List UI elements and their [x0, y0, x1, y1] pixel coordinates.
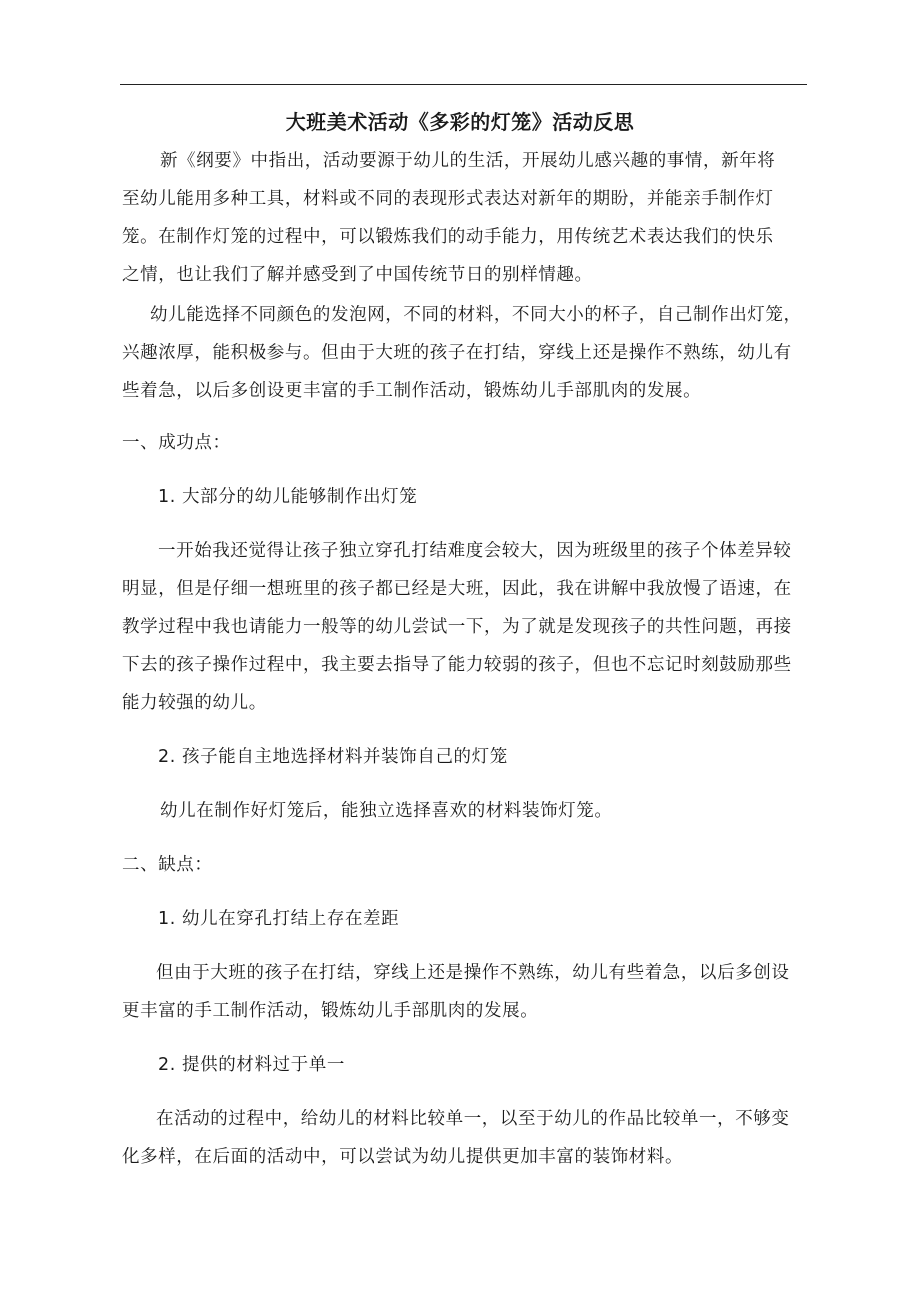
section2-item1-line-2: 更丰富的手工制作活动，锻炼幼儿手部肌肉的发展。: [122, 1001, 539, 1021]
intro-line-1: 新《纲要》中指出，活动要源于幼儿的生活，开展幼儿感兴趣的事情，新年将: [160, 151, 776, 171]
section1-item1-line-1: 一开始我还觉得让孩子独立穿孔打结难度会较大，因为班级里的孩子个体差异较: [158, 541, 792, 561]
section1-item2-heading: 2. 孩子能自主地选择材料并装饰自己的灯笼: [158, 747, 508, 767]
section2-item2-heading: 2. 提供的材料过于单一: [158, 1055, 345, 1075]
section2-heading: 二、缺点：: [122, 855, 213, 875]
section2-item1-heading: 1. 幼儿在穿孔打结上存在差距: [158, 909, 400, 929]
para2-line-3: 些着急，以后多创设更丰富的手工制作活动，锻炼幼儿手部肌肉的发展。: [122, 381, 702, 401]
section2-item1-line-1: 但由于大班的孩子在打结，穿线上还是操作不熟练，幼儿有些着急，以后多创设: [156, 963, 790, 983]
intro-line-2: 至幼儿能用多种工具，材料或不同的表现形式表达对新年的期盼，并能亲手制作灯: [122, 189, 774, 209]
section2-item2-line-2: 化多样，在后面的活动中，可以尝试为幼儿提供更加丰富的装饰材料。: [122, 1147, 684, 1167]
section1-item1-line-2: 明显，但是仔细一想班里的孩子都已经是大班，因此，我在讲解中我放慢了语速，在: [122, 579, 792, 599]
section1-item2-body: 幼儿在制作好灯笼后，能独立选择喜欢的材料装饰灯笼。: [160, 801, 613, 821]
section1-item1-line-5: 能力较强的幼儿。: [122, 693, 267, 713]
para2-line-1: 幼儿能选择不同颜色的发泡网，不同的材料，不同大小的杯子，自己制作出灯笼，: [150, 305, 802, 325]
header-rule: [120, 84, 807, 85]
section1-item1-line-4: 下去的孩子操作过程中，我主要去指导了能力较弱的孩子，但也不忘记时刻鼓励那些: [122, 655, 792, 675]
section1-item1-heading: 1. 大部分的幼儿能够制作出灯笼: [158, 487, 418, 507]
section1-heading: 一、成功点：: [122, 433, 231, 453]
section1-item1-line-3: 教学过程中我也请能力一般等的幼儿尝试一下，为了就是发现孩子的共性问题，再接: [122, 617, 792, 637]
section2-item2-line-1: 在活动的过程中，给幼儿的材料比较单一，以至于幼儿的作品比较单一，不够变: [156, 1109, 790, 1129]
para2-line-2: 兴趣浓厚，能积极参与。但由于大班的孩子在打结，穿线上还是操作不熟练，幼儿有: [122, 343, 792, 363]
intro-line-3: 笼。在制作灯笼的过程中，可以锻炼我们的动手能力，用传统艺术表达我们的快乐: [122, 227, 774, 247]
intro-line-4: 之情，也让我们了解并感受到了中国传统节日的别样情趣。: [122, 265, 593, 285]
page-title: 大班美术活动《多彩的灯笼》活动反思: [285, 110, 635, 134]
